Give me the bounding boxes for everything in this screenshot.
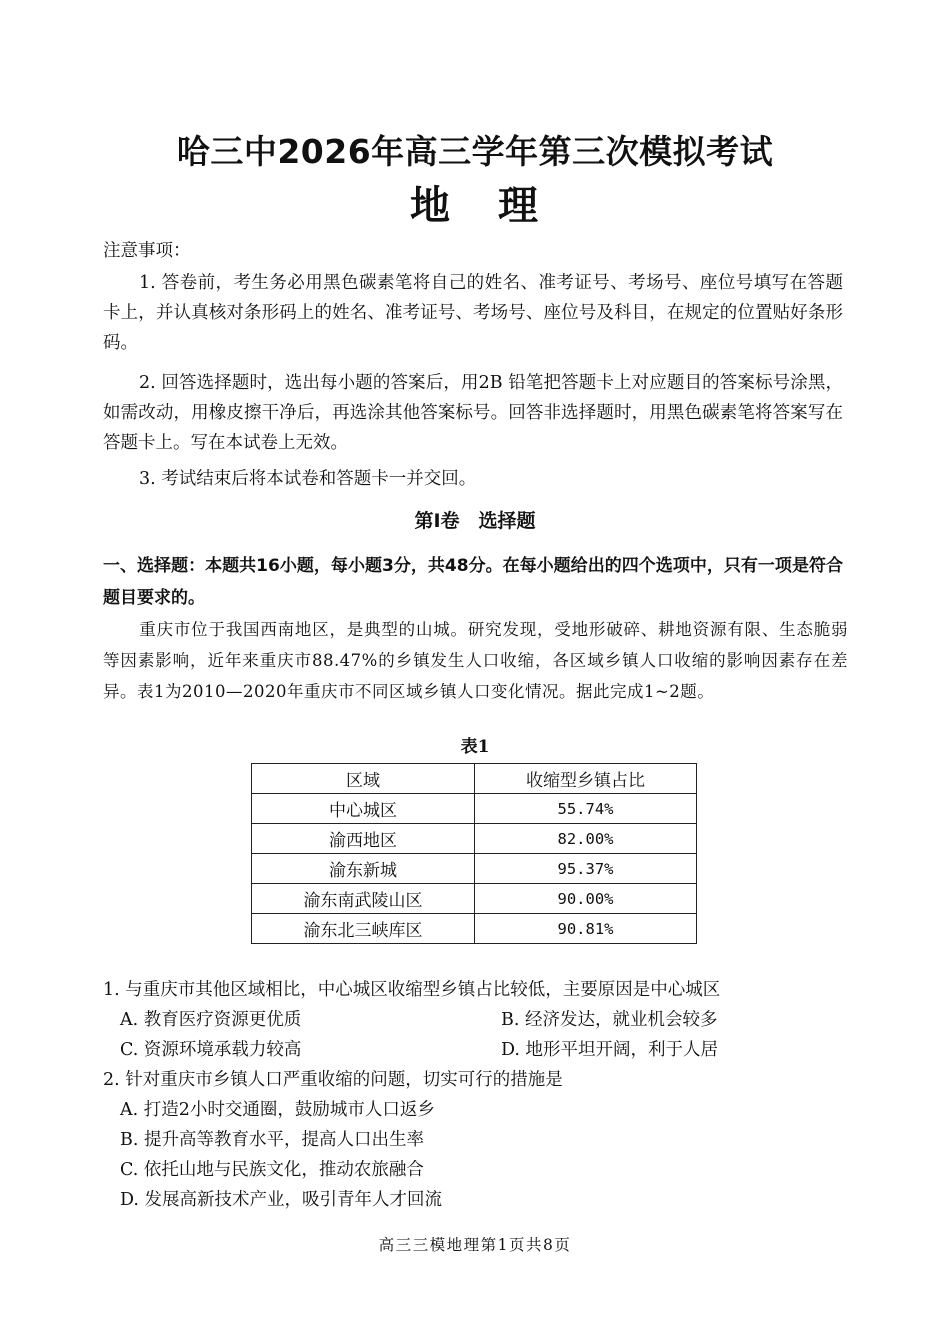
table-cell-ratio: 55.74%: [475, 794, 697, 824]
table-cell-region: 渝东南武陵山区: [252, 884, 475, 914]
page-footer: 高三三模地理第1页共8页: [378, 1236, 572, 1254]
table-cell-region: 中心城区: [252, 794, 475, 824]
question-2-option-c: C. 依托山地与民族文化，推动农旅融合: [120, 1160, 424, 1180]
subject-char-2: 理: [498, 183, 540, 229]
question-group-header: 一、选择题：本题共16小题，每小题3分，共48分。在每小题给出的四个选项中，只有一项是符合题目要求的。: [103, 556, 843, 608]
table-row: [252, 794, 697, 824]
question-2-option-b: B. 提升高等教育水平，提高人口出生率: [120, 1130, 424, 1150]
question-2-text: 2. 针对重庆市乡镇人口严重收缩的问题，切实可行的措施是: [103, 1070, 563, 1090]
table-cell-region: 渝东北三峡库区: [252, 914, 475, 944]
table-row: [252, 884, 697, 914]
notice-item-1: 1. 答卷前，考生务必用黑色碳素笔将自己的姓名、准考证号、考场号、座位号填写在答题卡上，并认真核对条形码上的姓名、准考证号、考场号、座位号及科目，在规定的位置贴好条形码。: [103, 273, 843, 353]
table-cell-region: 渝东新城: [252, 854, 475, 884]
table-cell-region: 渝西地区: [252, 824, 475, 854]
table-cell-ratio: 90.00%: [475, 884, 697, 914]
table-cell-ratio: 90.81%: [475, 914, 697, 944]
notice-heading: 注意事项：: [103, 241, 191, 261]
table-row: [252, 854, 697, 884]
table-row: [252, 914, 697, 944]
question-1-option-d: D. 地形平坦开阔，利于人居: [501, 1040, 719, 1060]
table-row: [252, 824, 697, 854]
subject-title: [0, 174, 950, 231]
table-header-cell: 收缩型乡镇占比: [475, 764, 697, 794]
question-1-text: 1. 与重庆市其他区域相比，中心城区收缩型乡镇占比较低，主要原因是中心城区: [103, 980, 721, 1000]
question-2-option-a: A. 打造2小时交通圈，鼓励城市人口返乡: [120, 1100, 435, 1120]
population-table: [251, 763, 697, 944]
question-1-option-c: C. 资源环境承载力较高: [120, 1040, 302, 1060]
table-cell-ratio: 82.00%: [475, 824, 697, 854]
table-header-cell: 区域: [252, 764, 475, 794]
table-caption: 表1: [460, 737, 490, 757]
exam-title: 哈三中2026年高三学年第三次模拟考试: [176, 132, 774, 171]
question-stem: 重庆市位于我国西南地区，是典型的山城。研究发现，受地形破碎、耕地资源有限、生态脆弱等因素影响，近年来重庆市88.47%的乡镇发生人口收缩，各区域乡镇人口收缩的影响因素存在差异。表1为2010—2020年重庆市不同区域乡镇人口变化情况。据此完成1~2题。: [103, 620, 848, 701]
question-2-option-d: D. 发展高新技术产业，吸引青年人才回流: [120, 1190, 443, 1210]
table-header-row: [252, 764, 697, 794]
table-cell-ratio: 95.37%: [475, 854, 697, 884]
notice-item-3: 3. 考试结束后将本试卷和答题卡一并交回。: [139, 469, 477, 489]
question-1-option-b: B. 经济发达，就业机会较多: [501, 1010, 718, 1030]
notice-item-2: 2. 回答选择题时，选出每小题的答案后，用2B 铅笔把答题卡上对应题目的答案标号涂黑，如需改动，用橡皮擦干净后，再选涂其他答案标号。回答非选择题时，用黑色碳素笔将答案写在答题卡上。写在本试卷上无效。: [103, 373, 843, 453]
subject-char-1: 地: [410, 183, 452, 229]
section-title: 第Ⅰ卷 选择题: [414, 510, 536, 532]
question-1-option-a: A. 教育医疗资源更优质: [120, 1010, 302, 1030]
